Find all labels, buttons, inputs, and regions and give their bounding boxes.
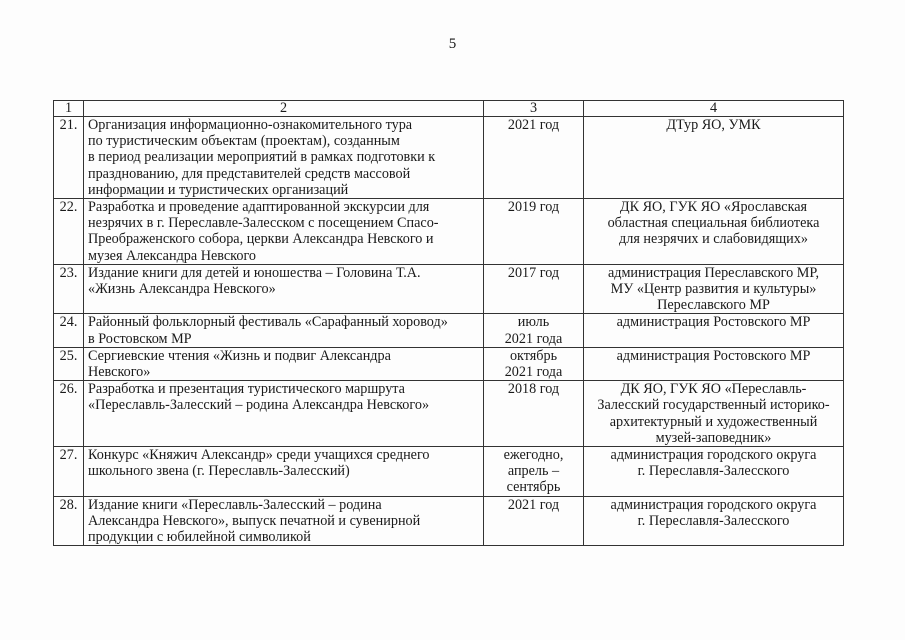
event-executor: ДК ЯО, ГУК ЯО «Переславль- Залесский государственный историко- архитектурный и художественный музей-заповедник» — [584, 381, 844, 447]
page-number: 5 — [448, 36, 457, 52]
event-executor: администрация Переславского МР, МУ «Центр развития и культуры» Переславского МР — [584, 264, 844, 314]
row-number: 28. — [54, 496, 84, 546]
event-date: июль 2021 года — [484, 314, 584, 347]
event-executor: ДК ЯО, ГУК ЯО «Ярославская областная специальная библиотека для незрячих и слабовидящих» — [584, 199, 844, 265]
table-row — [54, 117, 844, 199]
event-name: Сергиевские чтения «Жизнь и подвиг Александра Невского» — [84, 347, 484, 380]
table-row — [54, 199, 844, 265]
event-date: 2021 год — [484, 117, 584, 199]
event-executor: администрация городского округа г. Переславля-Залесского — [584, 496, 844, 546]
table-row — [54, 347, 844, 380]
column-header-3: 3 — [484, 101, 584, 117]
event-name: Издание книги «Переславль-Залесский – родина Александра Невского», выпуск печатной и сувенирной продукции с юбилейной символикой — [84, 496, 484, 546]
row-number: 22. — [54, 199, 84, 265]
event-name: Разработка и проведение адаптированной экскурсии для незрячих в г. Переславле-Залесском с посещением Спасо- Преображенского собора, церкви Александра Невского и музея Александра Невского — [84, 199, 484, 265]
row-number: 26. — [54, 381, 84, 447]
event-name: Разработка и презентация туристического маршрута «Переславль-Залесский – родина Александра Невского» — [84, 381, 484, 447]
row-number: 24. — [54, 314, 84, 347]
row-number: 27. — [54, 447, 84, 497]
table-row — [54, 496, 844, 546]
event-date: 2017 год — [484, 264, 584, 314]
row-number: 23. — [54, 264, 84, 314]
event-date: 2018 год — [484, 381, 584, 447]
event-date: 2021 год — [484, 496, 584, 546]
event-date: 2019 год — [484, 199, 584, 265]
event-date: октябрь 2021 года — [484, 347, 584, 380]
event-executor: администрация Ростовского МР — [584, 314, 844, 347]
table-row — [54, 447, 844, 497]
table-row — [54, 314, 844, 347]
event-name: Конкурс «Княжич Александр» среди учащихся среднего школьного звена (г. Переславль-Залесский) — [84, 447, 484, 497]
event-name: Издание книги для детей и юношества – Головина Т.А. «Жизнь Александра Невского» — [84, 264, 484, 314]
event-executor: ДТур ЯО, УМК — [584, 117, 844, 199]
event-name: Районный фольклорный фестиваль «Сарафанный хоровод» в Ростовском МР — [84, 314, 484, 347]
row-number: 25. — [54, 347, 84, 380]
event-executor: администрация Ростовского МР — [584, 347, 844, 380]
column-header-2: 2 — [84, 101, 484, 117]
events-table — [53, 100, 844, 546]
event-executor: администрация городского округа г. Переславля-Залесского — [584, 447, 844, 497]
column-header-4: 4 — [584, 101, 844, 117]
row-number: 21. — [54, 117, 84, 199]
table-row — [54, 381, 844, 447]
event-name: Организация информационно-ознакомительного тура по туристическим объектам (проектам), созданным в период реализации мероприятий в рамках подготовки к празднованию, для представителей средств массовой информации и туристических организаций — [84, 117, 484, 199]
table-row — [54, 264, 844, 314]
table-header-row — [54, 101, 844, 117]
event-date: ежегодно, апрель – сентябрь — [484, 447, 584, 497]
column-header-1: 1 — [54, 101, 84, 117]
